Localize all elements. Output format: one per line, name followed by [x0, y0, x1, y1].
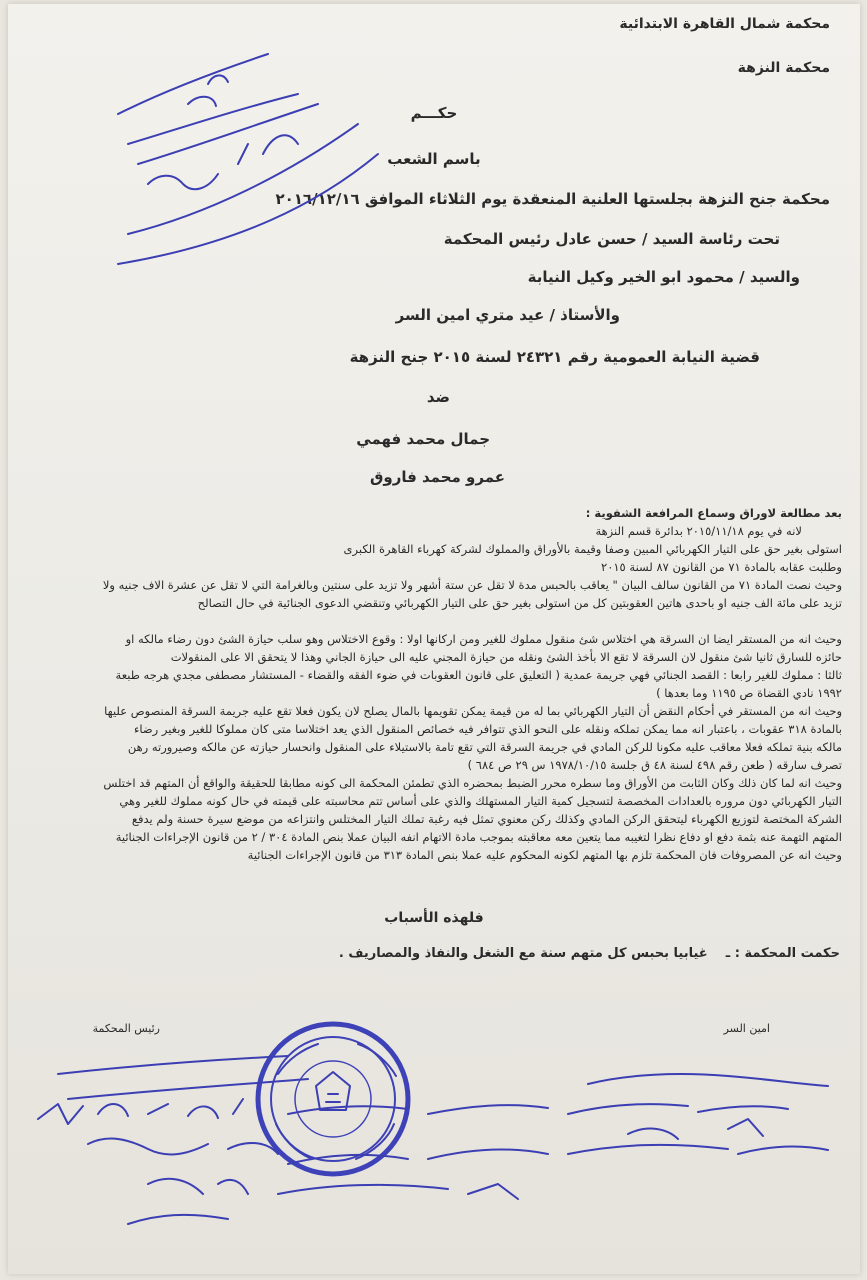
body-spacer: [16, 612, 842, 630]
judgment-body: [16, 504, 842, 864]
body-line: ١٩٩٢ نادي القضاة ص ١١٩٥ وما بعدها ): [656, 686, 842, 700]
handwritten-signatures: [28, 1044, 858, 1264]
people-heading: باسم الشعب: [387, 150, 481, 168]
body-line: وطلبت عقابه بالمادة ٧١ من القانون ٨٧ لسنة ٢٠١٥: [601, 560, 842, 574]
body-line: وحيث انه عن المصروفات فان المحكمة تلزم بها المتهم لكونه المحكوم عليه عملا بنص المادة ٣١٣ من قانون الإجراءات الجنائية: [247, 848, 842, 862]
clerk-signature-label: امين السر: [723, 1022, 770, 1035]
body-line: تصرف سارقه ( طعن رقم ٤٩٨ لسنة ٤٨ ق جلسة ١٩٧٨/١٠/١٥ س ٢٩ ص ٦٨٤ ): [467, 758, 842, 772]
presidency-line: تحت رئاسة السيد / حسن عادل رئيس المحكمة: [443, 230, 780, 248]
defendant-1: جمال محمد فهمي: [356, 430, 490, 448]
verdict-text: غيابيا بحبس كل متهم سنة مع الشغل والنفاذ والمصاريف .: [338, 946, 708, 961]
body-line: مالكه بنية تملكه فعلا معاقب عليه مكونا للركن المادي في جريمة السرقة التي تقع تامة بالاستيلاء على المنقول وانحسار حيازته عن مالكه وصيرورته رهن: [127, 740, 842, 754]
body-line: بالمادة ٣١٨ عقوبات ، باعتبار انه مما يمكن تملكه ونقله على النحو الذي تتوافر فيه خصائص المنقول الذي يعد اختلاسا متى كان مملوكا للغير وبغير رضاء: [133, 722, 842, 736]
verdict: [20, 946, 840, 961]
court-name-top: محكمة شمال القاهرة الابتدائية: [619, 16, 830, 32]
session-line: محكمة جنح النزهة بجلستها العلنية المنعقدة يوم الثلاثاء الموافق ٢٠١٦/١٢/١٦: [275, 190, 830, 208]
document-page: [8, 4, 860, 1274]
body-line: ثالثا : مملوك للغير رابعا : القصد الجنائي فهي جريمة عمدية ( التعليق على قانون العقوبات في ضوء الفقه والقضاء - المستشار مصطفى مجدي هرجه طبعة: [115, 668, 842, 682]
body-line: لانه في يوم ٢٠١٥/١١/١٨ بدائرة قسم النزهة: [595, 524, 802, 538]
case-number: قضية النيابة العمومية رقم ٢٤٣٢١ لسنة ٢٠١٥ جنح النزهة: [349, 348, 760, 366]
body-line: وحيث انه لما كان ذلك وكان الثابت من الأوراق وما سطره محرر الضبط بمحضره الذي تطمئن المحكمة الى كونه مطابقا للحقيقة والواقع أن المتهم قد اختلس: [103, 776, 842, 790]
body-line: التيار الكهربائي دون مروره بالعدادات المخصصة لتسجيل كمية التيار المستهلك والذي على أساس تتم محاسبته على قيمته في حال كونه مملوك للغير وهي: [119, 794, 842, 808]
handwritten-annotation-top: [88, 34, 388, 274]
body-line: بعد مطالعة لاوراق وسماع المرافعة الشفوية :: [585, 506, 842, 520]
body-line: المتهم التهمة عنه بثمة دفع او دفاع نظرا لتغيبه مما يتعين معه معاقبته بموجب مادة الاتهام انفه البيان عملا بنص المادة ٣٠٤ / ٢ من قانون الإجراءات الجنائية: [115, 830, 842, 844]
body-line: وحيث نصت المادة ٧١ من القانون سالف البيان " يعاقب بالحبس مدة لا تقل عن ستة أشهر ولا تزيد على سنتين وبالغرامة التي لا تقل عن عشرة الاف جنيه ولا: [102, 578, 842, 592]
against-label: ضد: [426, 388, 450, 406]
reasons-heading: فلهذه الأسباب: [384, 910, 484, 926]
body-line: وحيث انه من المستقر في أحكام النقض أن التيار الكهربائي بما له من قيمة يمكن تقويمها بالمال يصلح لان يكون فعلا تقع عليه جريمة السرقة المنصوص عليها: [104, 704, 842, 718]
verdict-label: حكمت المحكمة : ـ: [725, 946, 840, 961]
body-line: حائزه للسارق ثانيا شئ منقول لان السرقة لا تقع الا بأخذ الشئ ونقله من حيازة المجني عليه الى حيازة الجاني وهذا لا يتحقق الا على المنقولات: [170, 650, 842, 664]
judge-signature-label: رئيس المحكمة: [92, 1022, 160, 1035]
body-line: استولى بغير حق على التيار الكهربائي المبين وصفا وقيمة بالأوراق والمملوك لشركة كهرباء القاهرة الكبرى: [343, 542, 842, 556]
body-line: وحيث انه من المستقر ايضا ان السرقة هي اختلاس شئ منقول مملوك للغير ومن اركانها اولا : وقوع الاختلاس وهو سلب حيازة الشئ دون رضاء مالكه او: [125, 632, 842, 646]
clerk-line: والأستاذ / عيد متري امين السر: [395, 306, 620, 324]
defendant-2: عمرو محمد فاروق: [369, 468, 505, 486]
document-title: حكـــم: [410, 104, 458, 122]
prosecutor-line: والسيد / محمود ابو الخير وكيل النيابة: [527, 268, 800, 286]
court-name-sub: محكمة النزهة: [737, 60, 830, 76]
body-line: تزيد على مائة الف جنيه او باحدى هاتين العقوبتين كل من استولى بغير حق على التيار الكهربائي وتنقضي الدعوى الجنائية في حال التصالح: [197, 596, 842, 610]
body-line: الشركة المختصة لتوزيع الكهرباء ليتحقق الركن المادي وكذلك ركن معنوي تمثل فيه رغبة تملك التيار المختلس وانتزاعه من موضع سيرة حسنة ولم يدفع: [131, 812, 842, 826]
